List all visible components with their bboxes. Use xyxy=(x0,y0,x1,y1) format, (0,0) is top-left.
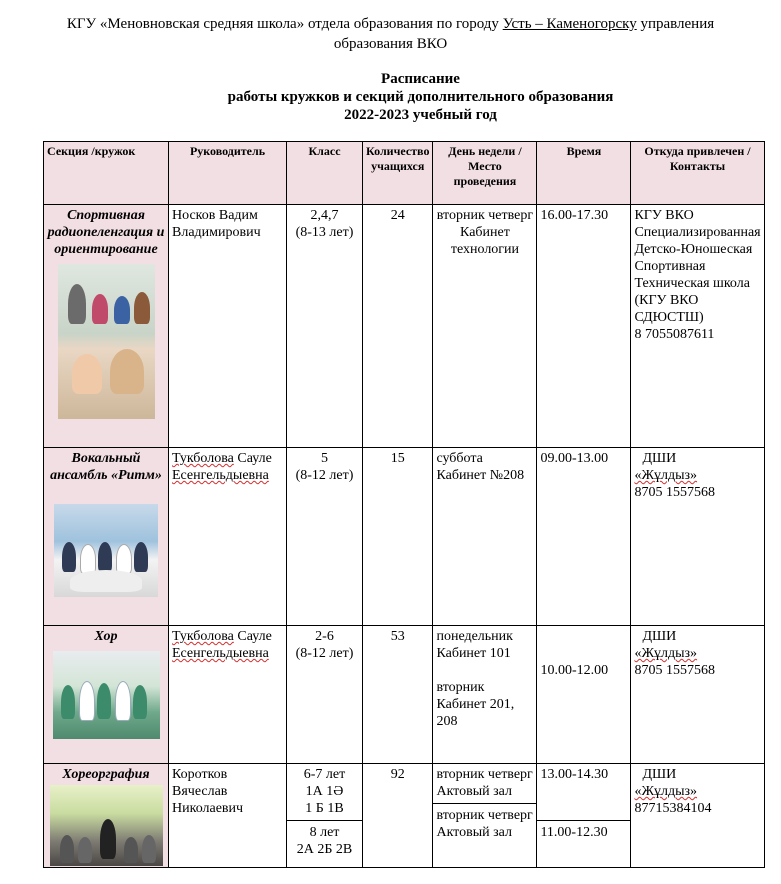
contacts-org: ДШИ xyxy=(642,451,677,466)
day-entry: вторник четверг Актовый зал xyxy=(436,808,533,840)
contacts-cell xyxy=(631,626,764,764)
contacts-phone: 8705 1557568 xyxy=(634,485,715,500)
time-value: 11.00-12.30 xyxy=(540,825,608,840)
contacts-org: ДШИ xyxy=(642,767,677,782)
photo-choir xyxy=(53,651,160,739)
count-cell: 15 xyxy=(363,448,433,626)
time-value: 10.00-12.00 xyxy=(540,663,609,678)
grade-cell xyxy=(287,205,363,448)
grade-value: 8 лет xyxy=(309,825,340,840)
photo-vocal-ensemble xyxy=(54,504,158,597)
leader-patronymic: Есенгельдыевна xyxy=(172,468,269,483)
header-city: Усть – Каменогорску xyxy=(502,16,637,32)
header-line-2: образования ВКО xyxy=(333,36,448,52)
time-value: 13.00-14.30 xyxy=(540,767,609,782)
header-text-end: управления xyxy=(636,16,715,32)
count-cell: 53 xyxy=(363,626,433,764)
col-header-contacts: Откуда привлечен /Контакты xyxy=(631,142,764,205)
leader-surname: Тукболова xyxy=(172,451,234,466)
section-name: Спортивная радиопеленгация и ориентирование xyxy=(47,208,165,257)
contacts-org: КГУ ВКО Специализированная Детско-Юношеская Спортивная Техническая школа (КГУ ВКО СДЮСТШ) xyxy=(634,208,761,325)
grade-age: (8-12 лет) xyxy=(295,468,354,483)
day-cell xyxy=(433,764,537,868)
contacts-phone: 8705 1557568 xyxy=(634,663,715,678)
section-cell xyxy=(44,448,169,626)
grade-age: (8-12 лет) xyxy=(295,646,354,661)
time-cell xyxy=(537,626,631,764)
day-cell: суббота Кабинет №208 xyxy=(433,448,537,626)
col-header-time: Время xyxy=(537,142,631,205)
leader-cell: Коротков Вячеслав Николаевич xyxy=(169,764,287,868)
section-name: Вокальный ансамбль «Ритм» xyxy=(50,451,162,483)
table-row xyxy=(44,448,765,626)
grade-classes: 2А 2Б 2В xyxy=(296,842,353,857)
header-line-1 xyxy=(20,14,761,34)
table-header-row xyxy=(44,142,765,205)
col-header-leader: Руководитель xyxy=(169,142,287,205)
grade-cell xyxy=(287,764,363,868)
contacts-cell xyxy=(631,448,764,626)
grade-classes: 1 Б 1В xyxy=(305,801,344,816)
document-header xyxy=(20,14,761,54)
contacts-org-name: «Жұлдыз» xyxy=(634,784,698,799)
contacts-phone: 87715384104 xyxy=(634,801,712,816)
leader-name: Сауле xyxy=(233,451,272,466)
grade-value: 6-7 лет xyxy=(303,767,346,782)
time-cell xyxy=(537,764,631,868)
photo-choreography xyxy=(50,785,163,866)
day-entry: понедельник Кабинет 101 xyxy=(436,629,513,661)
grade-value: 2-6 xyxy=(315,629,334,644)
section-name: Хор xyxy=(94,629,118,644)
title-line-3: 2022-2023 учебный год xyxy=(344,107,497,123)
day-cell: вторник четверг Кабинет технологии xyxy=(433,205,537,448)
leader-surname: Тукболова xyxy=(172,629,234,644)
time-cell: 16.00-17.30 xyxy=(537,205,631,448)
col-header-grade: Класс xyxy=(287,142,363,205)
table-row xyxy=(44,626,765,764)
grade-value: 5 xyxy=(321,451,328,466)
contacts-org: ДШИ xyxy=(642,629,677,644)
photo-orienteering xyxy=(58,264,155,419)
contacts-org-name: «Жұлдыз» xyxy=(634,646,698,661)
document-title xyxy=(20,70,781,124)
grade-age: (8-13 лет) xyxy=(295,225,354,240)
day-entry: вторник Кабинет 201, 208 xyxy=(436,680,515,729)
col-header-day: День недели /Место проведения xyxy=(433,142,537,205)
title-line-2: работы кружков и секций дополнительного образования xyxy=(227,89,614,105)
col-header-section: Секция /кружок xyxy=(44,142,169,205)
leader-cell xyxy=(169,626,287,764)
header-text: КГУ «Меновновская средняя школа» отдела образования по городу xyxy=(66,16,503,32)
grade-value: 2,4,7 xyxy=(310,208,339,223)
section-cell xyxy=(44,205,169,448)
table-row xyxy=(44,205,765,448)
section-cell xyxy=(44,764,169,868)
leader-cell: Носков Вадим Владимирович xyxy=(169,205,287,448)
count-cell: 24 xyxy=(363,205,433,448)
day-entry: вторник четверг Актовый зал xyxy=(436,767,533,799)
contacts-cell xyxy=(631,205,764,448)
grade-cell xyxy=(287,448,363,626)
table-row xyxy=(44,764,765,868)
leader-name: Сауле xyxy=(233,629,272,644)
section-name: Хореорграфия xyxy=(62,767,150,782)
schedule-table xyxy=(43,141,765,868)
leader-patronymic: Есенгельдыевна xyxy=(172,646,269,661)
leader-cell xyxy=(169,448,287,626)
col-header-count: Количество учащихся xyxy=(363,142,433,205)
time-cell: 09.00-13.00 xyxy=(537,448,631,626)
contacts-phone: 8 7055087611 xyxy=(634,327,715,342)
count-cell: 92 xyxy=(363,764,433,868)
day-cell xyxy=(433,626,537,764)
contacts-cell xyxy=(631,764,764,868)
grade-cell xyxy=(287,626,363,764)
title-line-1: Расписание xyxy=(381,71,460,87)
grade-classes: 1А 1Ә xyxy=(305,784,344,799)
section-cell xyxy=(44,626,169,764)
contacts-org-name: «Жұлдыз» xyxy=(634,468,698,483)
